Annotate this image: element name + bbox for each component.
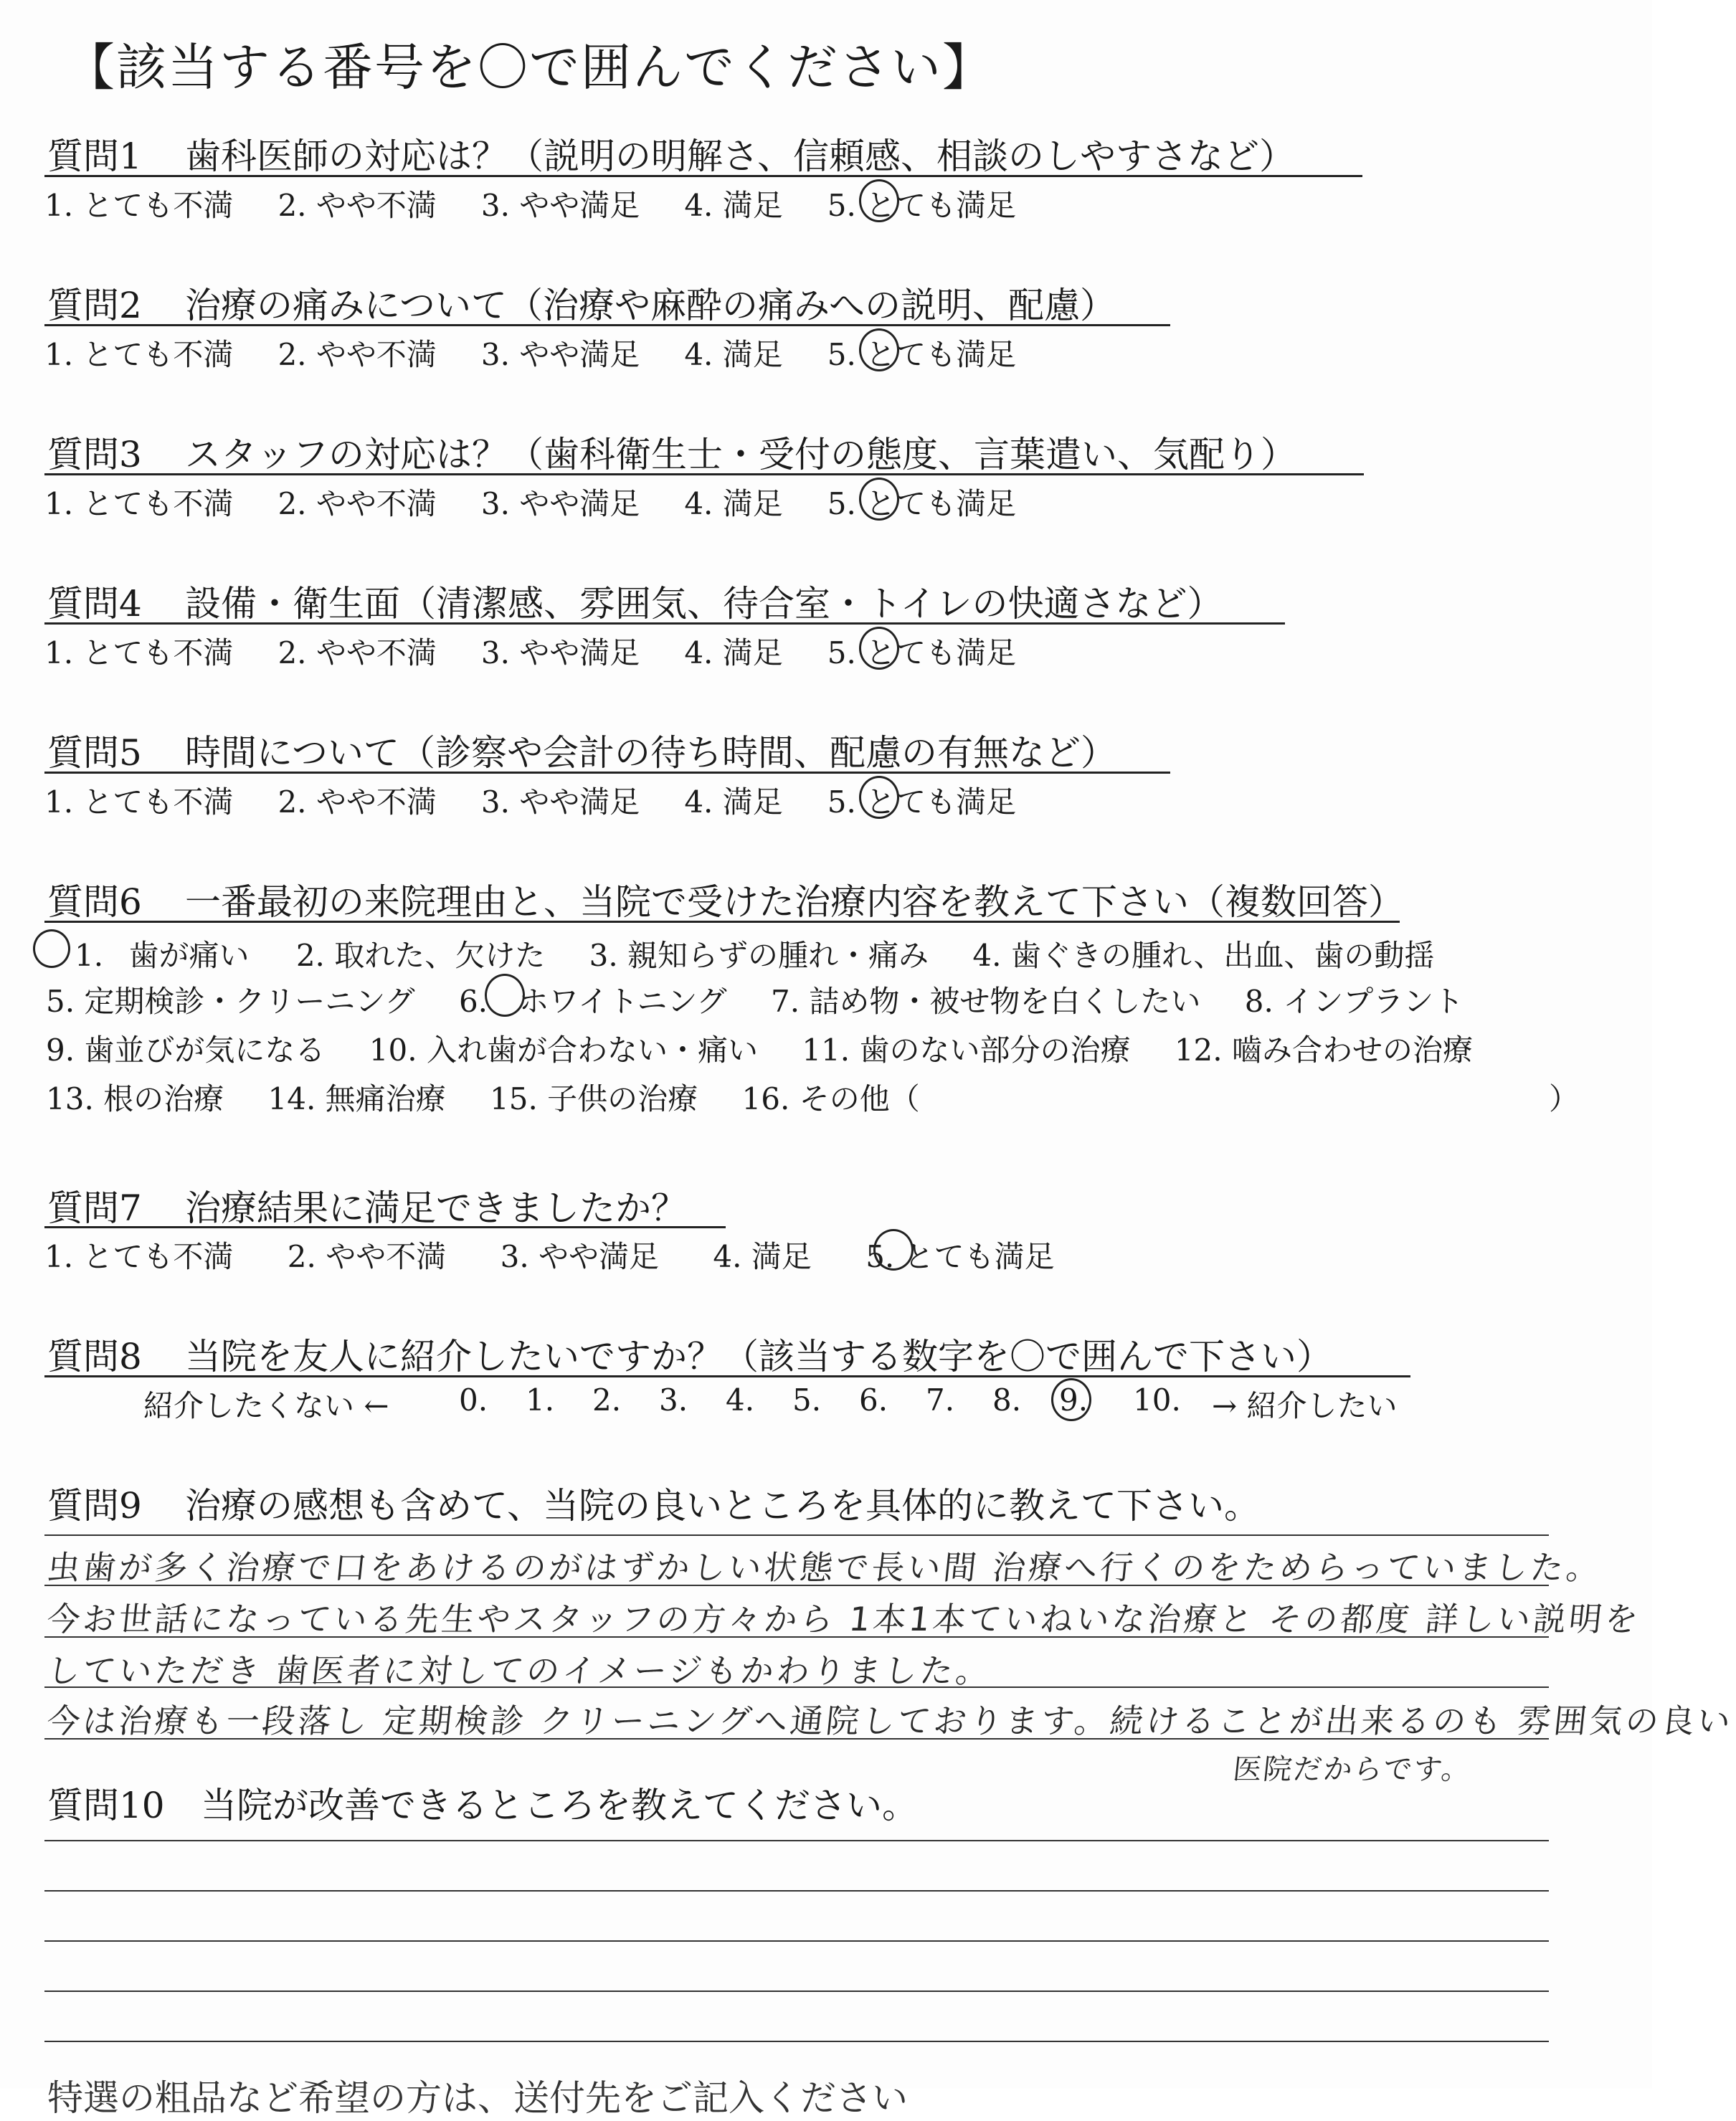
q3-opt1[interactable]: 1. とても不満: [44, 486, 234, 521]
q8-left-label: 紹介したくない ←: [143, 1388, 389, 1423]
q8-score-8[interactable]: 8.: [992, 1382, 1022, 1418]
q1-circle-5: [859, 179, 899, 222]
q8-score-7[interactable]: 7.: [926, 1382, 955, 1418]
q6-opt4[interactable]: 4. 歯ぐきの腫れ、出血、歯の動揺: [972, 938, 1435, 973]
q8-score-10[interactable]: 10.: [1133, 1382, 1181, 1418]
q7-opt2[interactable]: 2. やや不満: [287, 1239, 447, 1274]
q8-score-4[interactable]: 4.: [726, 1382, 755, 1418]
q6-opt12[interactable]: 12. 嚙み合わせの治療: [1174, 1033, 1473, 1068]
q6-opt8[interactable]: 8. インプラント: [1244, 984, 1464, 1019]
q6-row3: [46, 1027, 1473, 1070]
q7-text: 治療結果に満足できましたか？: [185, 1187, 687, 1229]
q9-answer-line-4: 今は治療も一段落し 定期検診 クリーニングへ通院しております。続けることが出来るのも 雰囲気の良い: [44, 1702, 1735, 1740]
q8-score-9[interactable]: 9.: [1059, 1382, 1088, 1418]
q3-opt5[interactable]: 5. とても満足: [827, 486, 1017, 521]
q6-circle-6: [485, 974, 525, 1017]
q6-label: 質問6: [47, 881, 142, 923]
q9-answer-line-1: 虫歯が多く治療で口をあけるのがはずかしい状態で長い間 治療へ行くのをためらっていました。: [44, 1548, 1605, 1587]
q9-label: 質問9: [47, 1485, 142, 1527]
q8-circle-9: [1051, 1378, 1091, 1421]
q8-right-label: → 紹介したい: [1212, 1388, 1398, 1423]
q8-text: 当院を友人に紹介したいですか？（該当する数字を〇で囲んで下さい）: [185, 1336, 1332, 1377]
q10-rule-1: [44, 1840, 1549, 1841]
q6-opt13[interactable]: 13. 根の治療: [46, 1081, 224, 1116]
q6-opt11[interactable]: 11. 歯のない部分の治療: [802, 1033, 1131, 1068]
q2-circle-5: [859, 328, 899, 371]
q1-label: 質問1: [47, 136, 142, 177]
q2-opt5[interactable]: 5. とても満足: [827, 337, 1017, 372]
q5-text: 時間について（診察や会計の待ち時間、配慮の有無など）: [185, 732, 1116, 774]
q10-text: 当院が改善できるところを教えてください。: [201, 1785, 918, 1826]
q1-opt2[interactable]: 2. やや不満: [278, 188, 437, 223]
q2-label: 質問2: [47, 285, 142, 326]
q1-text: 歯科医師の対応は？（説明の明解さ、信頼感、相談のしやすさなど）: [185, 136, 1295, 177]
q6-opt3[interactable]: 3. 親知らずの腫れ・痛み: [589, 938, 929, 973]
q3-opt2[interactable]: 2. やや不満: [278, 486, 437, 521]
q7-opt5[interactable]: 5. とても満足: [865, 1239, 1055, 1274]
q1-opt5[interactable]: 5. とても満足: [827, 188, 1017, 223]
q10-rule-4: [44, 1990, 1549, 1992]
q9-answer-line-3: していただき 歯医者に対してのイメージもかわりました。: [44, 1651, 994, 1690]
q3-circle-5: [859, 478, 899, 521]
q6-text: 一番最初の来院理由と、当院で受けた治療内容を教えて下さい（複数回答）: [185, 881, 1404, 923]
q6-opt16[interactable]: 16. その他（: [741, 1081, 920, 1116]
q8-score-5[interactable]: 5.: [792, 1382, 822, 1418]
q3-text: スタッフの対応は？（歯科衛生士・受付の態度、言葉遣い、気配り）: [185, 434, 1296, 475]
q7-opt1[interactable]: 1. とても不満: [44, 1239, 234, 1274]
q4-underline: [44, 622, 1285, 625]
q4-opt1[interactable]: 1. とても不満: [44, 635, 234, 670]
q4-opt4[interactable]: 4. 満足: [684, 635, 783, 670]
q10-rule-2: [44, 1890, 1549, 1892]
q1-opt1[interactable]: 1. とても不満: [44, 188, 234, 223]
q8-score-6[interactable]: 6.: [859, 1382, 888, 1418]
q8-score-2[interactable]: 2.: [592, 1382, 622, 1418]
q7-label: 質問7: [47, 1187, 142, 1229]
q6-underline: [44, 921, 1400, 923]
q8-score-0[interactable]: 0.: [459, 1382, 488, 1418]
q6-opt1-text[interactable]: 歯が痛い: [128, 938, 250, 973]
q6-opt9[interactable]: 9. 歯並びが気になる: [46, 1033, 326, 1068]
q6-row1: [75, 932, 1434, 975]
q6-opt6-num[interactable]: 6.: [458, 984, 488, 1019]
q3-underline: [44, 473, 1364, 475]
q6-circle-1: [33, 929, 70, 968]
q7-circle-5: [873, 1229, 914, 1271]
q10-rule-5: [44, 2041, 1549, 2042]
q1-underline: [44, 175, 1362, 177]
q1-opt4[interactable]: 4. 満足: [684, 188, 783, 223]
q2-opt4[interactable]: 4. 満足: [684, 337, 783, 372]
q9-answer-line-5: 医院だからです。: [1231, 1753, 1474, 1786]
q6-opt2[interactable]: 2. 取れた、欠けた: [295, 938, 546, 973]
q5-opt3[interactable]: 3. やや満足: [480, 784, 640, 820]
q4-opt5[interactable]: 5. とても満足: [827, 635, 1017, 670]
q2-opt1[interactable]: 1. とても不満: [44, 337, 234, 372]
q6-row2: [46, 978, 1464, 1021]
q2-underline: [44, 324, 1170, 326]
q1-opt3[interactable]: 3. やや満足: [480, 188, 640, 223]
q5-opt1[interactable]: 1. とても不満: [44, 784, 234, 820]
q3-label: 質問3: [47, 434, 142, 475]
q9-answer-line-2: 今お世話になっている先生やスタッフの方々から 1本1本ていねいな治療と その都度 詳しい説明を: [44, 1600, 1643, 1638]
q4-text: 設備・衛生面（清潔感、雰囲気、待合室・トイレの快適さなど）: [185, 583, 1223, 625]
q3-opt3[interactable]: 3. やや満足: [480, 486, 640, 521]
q6-opt15[interactable]: 15. 子供の治療: [490, 1081, 698, 1116]
q6-opt14[interactable]: 14. 無痛治療: [267, 1081, 446, 1116]
q8-label: 質問8: [47, 1336, 142, 1377]
q2-opt2[interactable]: 2. やや不満: [278, 337, 437, 372]
page-title: 【該当する番号を〇で囲んでください】: [65, 38, 994, 97]
q6-opt16-close: ）: [1549, 1081, 1580, 1116]
q9-rule-1: [44, 1534, 1549, 1536]
q7-underline: [44, 1226, 726, 1228]
q6-opt6-text[interactable]: ホワイトニング: [518, 984, 727, 1019]
q7-opt4[interactable]: 4. 満足: [713, 1239, 812, 1274]
q10-label: 質問10: [47, 1785, 165, 1826]
q2-text: 治療の痛みについて（治療や麻酔の痛みへの説明、配慮）: [185, 285, 1116, 326]
q6-row4: [46, 1076, 920, 1119]
q5-opt2[interactable]: 2. やや不満: [278, 784, 437, 820]
q10-rule-3: [44, 1940, 1549, 1942]
q5-underline: [44, 772, 1170, 774]
q9-text: 治療の感想も含めて、当院の良いところを具体的に教えて下さい。: [185, 1485, 1260, 1527]
q4-opt2[interactable]: 2. やや不満: [278, 635, 437, 670]
q5-label: 質問5: [47, 732, 142, 774]
q8-underline: [44, 1375, 1410, 1377]
bottom-note: 特選の粗品など希望の方は、送付先をご記入ください: [47, 2077, 908, 2119]
q3-opt4[interactable]: 4. 満足: [684, 486, 783, 521]
q7-opt3[interactable]: 3. やや満足: [500, 1239, 660, 1274]
q8-score-3[interactable]: 3.: [659, 1382, 688, 1418]
q6-opt1-num[interactable]: 1.: [75, 938, 104, 973]
q5-opt5[interactable]: 5. とても満足: [827, 784, 1017, 820]
q4-label: 質問4: [47, 583, 142, 625]
q6-opt5[interactable]: 5. 定期検診・クリーニング: [46, 984, 415, 1019]
q5-circle-5: [859, 776, 899, 819]
q4-opt3[interactable]: 3. やや満足: [480, 635, 640, 670]
q4-circle-5: [859, 627, 899, 670]
q5-opt4[interactable]: 4. 満足: [684, 784, 783, 820]
q2-opt3[interactable]: 3. やや満足: [480, 337, 640, 372]
q8-score-1[interactable]: 1.: [526, 1382, 555, 1418]
q6-opt10[interactable]: 10. 入れ歯が合わない・痛い: [369, 1033, 758, 1068]
q6-opt7[interactable]: 7. 詰め物・被せ物を白くしたい: [770, 984, 1201, 1019]
